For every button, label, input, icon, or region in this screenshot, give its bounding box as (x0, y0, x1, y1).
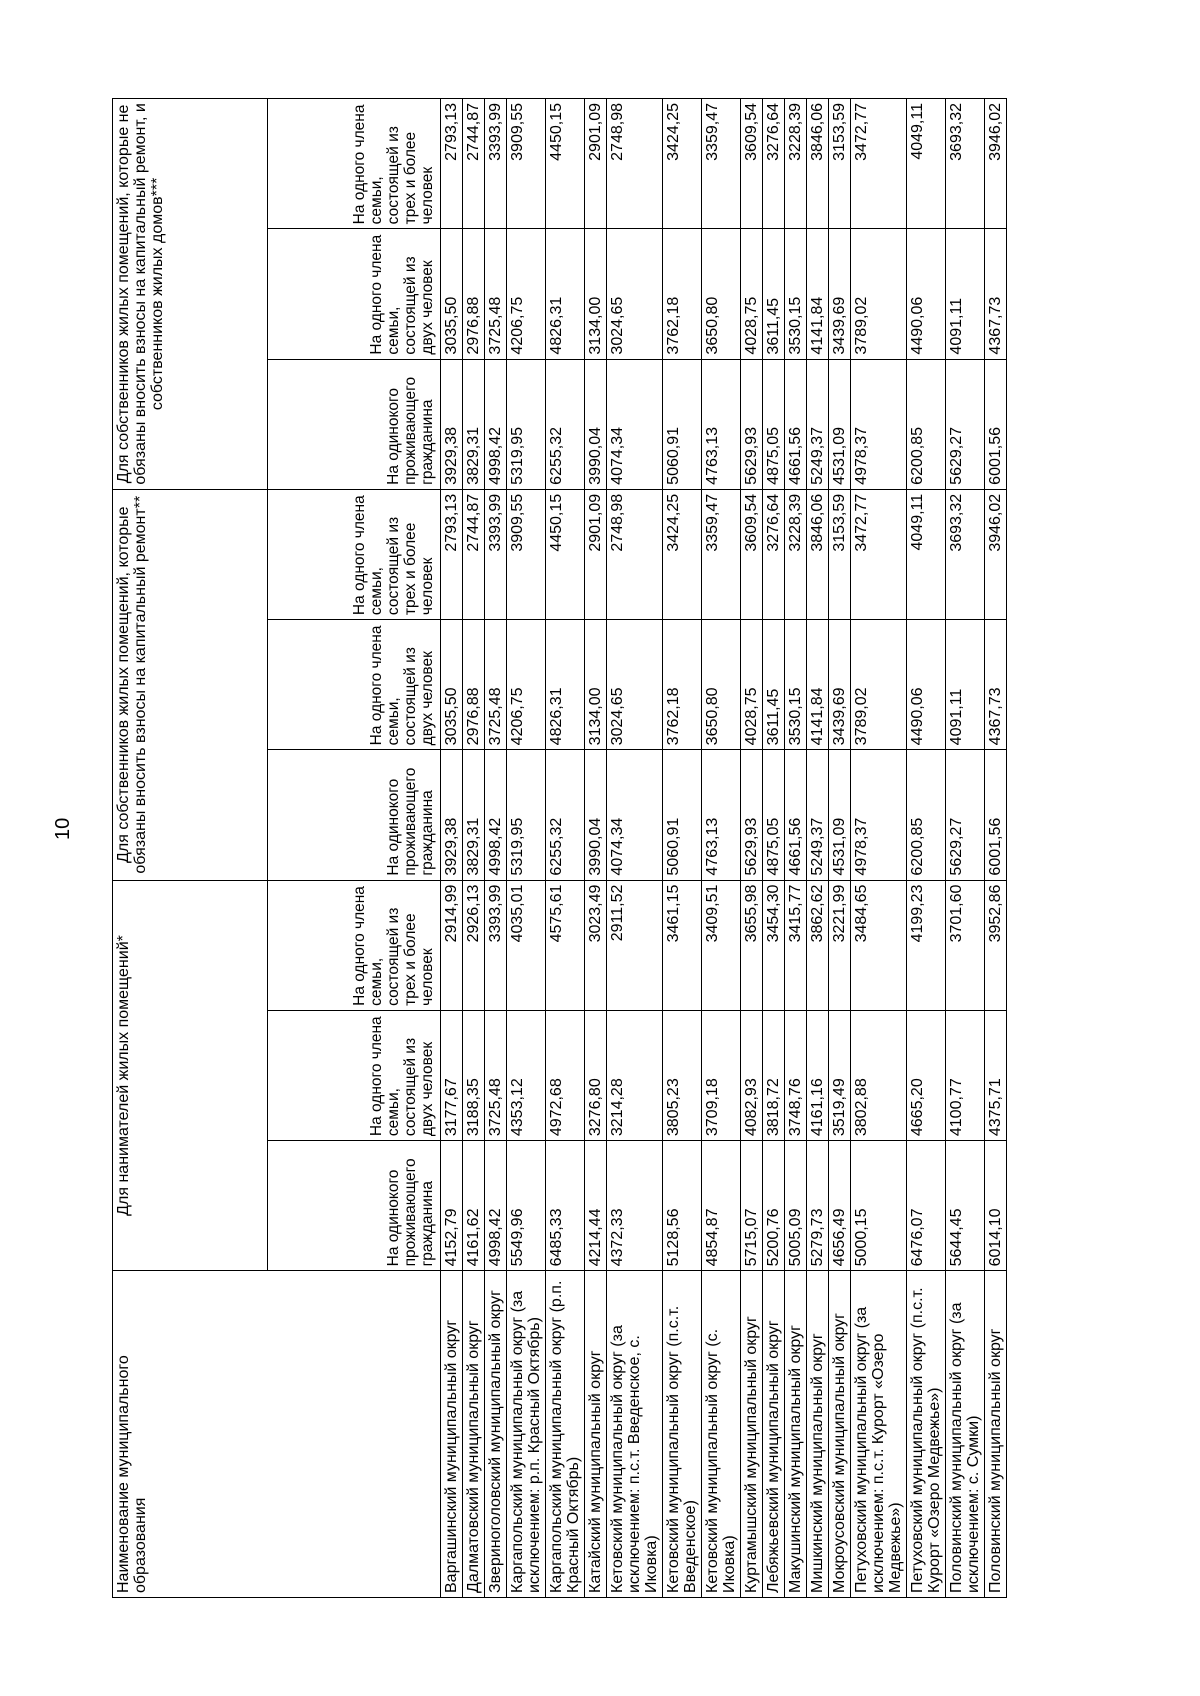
header-municipality: Наименование муниципального образования (113, 1271, 441, 1598)
value-cell: 3946,02 (985, 489, 1007, 619)
municipality-name: Каргапольский муниципальный округ (р.п. Красный Октябрь) (546, 1271, 585, 1598)
subheader-two-person: На одного члена семьи, состоящей из двух человек (268, 229, 441, 359)
value-cell: 4826,31 (546, 620, 585, 750)
municipality-name: Катайский муниципальный округ (585, 1271, 607, 1598)
value-cell: 3946,02 (985, 99, 1007, 229)
value-cell: 2911,52 (607, 880, 663, 1010)
value-cell: 4875,05 (763, 750, 785, 880)
value-cell: 3789,02 (851, 229, 907, 359)
value-cell: 4998,42 (485, 359, 507, 489)
value-cell: 3359,47 (702, 489, 741, 619)
value-cell: 3805,23 (663, 1010, 702, 1140)
value-cell: 5279,73 (807, 1141, 829, 1271)
value-cell: 3846,06 (807, 99, 829, 229)
value-cell: 3650,80 (702, 620, 741, 750)
value-cell: 6001,56 (985, 750, 1007, 880)
value-cell: 4998,42 (485, 1141, 507, 1271)
value-cell: 4199,23 (907, 880, 946, 1010)
value-cell: 4875,05 (763, 359, 785, 489)
value-cell: 4353,12 (507, 1010, 546, 1140)
value-cell: 3472,77 (851, 99, 907, 229)
value-cell: 3424,25 (663, 489, 702, 619)
value-cell: 3424,25 (663, 99, 702, 229)
table-row (463, 99, 485, 1598)
subheader-three-plus: На одного члена семьи, состоящей из трех и более человек (268, 880, 441, 1010)
value-cell: 3609,54 (741, 489, 763, 619)
value-cell: 3650,80 (702, 229, 741, 359)
value-cell: 2793,13 (441, 489, 463, 619)
value-cell: 4972,68 (546, 1010, 585, 1140)
value-cell: 4998,42 (485, 750, 507, 880)
municipality-name: Варгашинский муниципальный округ (441, 1271, 463, 1598)
municipality-name: Мокроусовский муниципальный округ (829, 1271, 851, 1598)
page-number: 10 (52, 817, 74, 840)
value-cell: 6014,10 (985, 1141, 1007, 1271)
value-cell: 5644,45 (946, 1141, 985, 1271)
subheader-two-person: На одного члена семьи, состоящей из двух человек (268, 1010, 441, 1140)
value-cell: 5629,93 (741, 750, 763, 880)
municipality-name: Кетовский муниципальный округ (за исключением: п.с.т. Введенское, с. Иковка) (607, 1271, 663, 1598)
value-cell: 3472,77 (851, 489, 907, 619)
value-cell: 4152,79 (441, 1141, 463, 1271)
value-cell: 6255,32 (546, 750, 585, 880)
table-container (112, 98, 1097, 1598)
value-cell: 3693,32 (946, 489, 985, 619)
value-cell: 6255,32 (546, 359, 585, 489)
value-cell: 5249,37 (807, 750, 829, 880)
value-cell: 3276,64 (763, 489, 785, 619)
table-row (985, 99, 1007, 1598)
value-cell: 3693,32 (946, 99, 985, 229)
value-cell: 4450,15 (546, 99, 585, 229)
municipality-name: Половинский муниципальный округ (за исключением: с. Сумки) (946, 1271, 985, 1598)
value-cell: 4091,11 (946, 229, 985, 359)
value-cell: 3454,30 (763, 880, 785, 1010)
value-cell: 2901,09 (585, 99, 607, 229)
value-cell: 3519,49 (829, 1010, 851, 1140)
value-cell: 3221,99 (829, 880, 851, 1010)
value-cell: 5060,91 (663, 750, 702, 880)
value-cell: 4214,44 (585, 1141, 607, 1271)
value-cell: 4656,49 (829, 1141, 851, 1271)
municipality-name: Петуховский муниципальный округ (п.с.т. Курорт «Озеро Медвежье») (907, 1271, 946, 1598)
value-cell: 3153,59 (829, 489, 851, 619)
value-cell: 2793,13 (441, 99, 463, 229)
value-cell: 5005,09 (785, 1141, 807, 1271)
value-cell: 6485,33 (546, 1141, 585, 1271)
value-cell: 3655,98 (741, 880, 763, 1010)
header-group-owners-obliged: Для собственников жилых помещений, которые обязаны вносить взносы на капитальный ремонт** (113, 489, 268, 880)
value-cell: 3990,04 (585, 359, 607, 489)
value-cell: 3024,65 (607, 620, 663, 750)
value-cell: 6200,85 (907, 750, 946, 880)
value-cell: 3701,60 (946, 880, 985, 1010)
value-cell: 3929,38 (441, 359, 463, 489)
table-row (829, 99, 851, 1598)
table-body (441, 99, 1007, 1598)
value-cell: 3177,67 (441, 1010, 463, 1140)
value-cell: 6001,56 (985, 359, 1007, 489)
value-cell: 4091,11 (946, 620, 985, 750)
municipality-name: Макушинский муниципальный округ (785, 1271, 807, 1598)
value-cell: 3276,64 (763, 99, 785, 229)
value-cell: 3461,15 (663, 880, 702, 1010)
value-cell: 3530,15 (785, 620, 807, 750)
municipality-name: Далматовский муниципальный округ (463, 1271, 485, 1598)
value-cell: 5629,27 (946, 359, 985, 489)
value-cell: 3802,88 (851, 1010, 907, 1140)
municipality-name: Половинский муниципальный округ (985, 1271, 1007, 1598)
value-cell: 4074,34 (607, 359, 663, 489)
header-group-owners-not-obliged: Для собственников жилых помещений, которые не обязаны вносить взносы на капитальный ремонт, и собственников жилых домов*** (113, 99, 268, 490)
value-cell: 3153,59 (829, 99, 851, 229)
value-cell: 4028,75 (741, 620, 763, 750)
value-cell: 4161,16 (807, 1010, 829, 1140)
value-cell: 4028,75 (741, 229, 763, 359)
value-cell: 4074,34 (607, 750, 663, 880)
municipality-name: Каргапольский муниципальный округ (за исключением: р.п. Красный Октябрь) (507, 1271, 546, 1598)
value-cell: 5200,76 (763, 1141, 785, 1271)
value-cell: 3024,65 (607, 229, 663, 359)
value-cell: 4531,09 (829, 359, 851, 489)
value-cell: 4763,13 (702, 359, 741, 489)
value-cell: 4141,84 (807, 620, 829, 750)
value-cell: 5060,91 (663, 359, 702, 489)
value-cell: 4375,71 (985, 1010, 1007, 1140)
value-cell: 3929,38 (441, 750, 463, 880)
value-cell: 3228,39 (785, 99, 807, 229)
value-cell: 4049,11 (907, 489, 946, 619)
value-cell: 3725,48 (485, 620, 507, 750)
subheader-three-plus: На одного члена семьи, состоящей из трех и более человек (268, 489, 441, 619)
value-cell: 3393,99 (485, 489, 507, 619)
municipality-name: Куртамышский муниципальный округ (741, 1271, 763, 1598)
value-cell: 3359,47 (702, 99, 741, 229)
value-cell: 2976,88 (463, 620, 485, 750)
table-row (507, 99, 546, 1598)
municipality-name: Мишкинский муниципальный округ (807, 1271, 829, 1598)
table-row (807, 99, 829, 1598)
value-cell: 5629,27 (946, 750, 985, 880)
value-cell: 3762,18 (663, 620, 702, 750)
value-cell: 4141,84 (807, 229, 829, 359)
value-cell: 3829,31 (463, 750, 485, 880)
subheader-three-plus: На одного члена семьи, состоящей из трех и более человек (268, 99, 441, 229)
value-cell: 5629,93 (741, 359, 763, 489)
value-cell: 4854,87 (702, 1141, 741, 1271)
municipality-name: Кетовский муниципальный округ (п.с.т. Введенское) (663, 1271, 702, 1598)
value-cell: 3829,31 (463, 359, 485, 489)
subsistence-table (112, 98, 1007, 1598)
value-cell: 3609,54 (741, 99, 763, 229)
value-cell: 2914,99 (441, 880, 463, 1010)
value-cell: 4490,06 (907, 229, 946, 359)
value-cell: 3748,76 (785, 1010, 807, 1140)
value-cell: 4082,93 (741, 1010, 763, 1140)
value-cell: 5249,37 (807, 359, 829, 489)
value-cell: 3134,00 (585, 229, 607, 359)
value-cell: 3846,06 (807, 489, 829, 619)
value-cell: 4978,37 (851, 750, 907, 880)
value-cell: 3952,86 (985, 880, 1007, 1010)
value-cell: 2926,13 (463, 880, 485, 1010)
value-cell: 3725,48 (485, 1010, 507, 1140)
value-cell: 3134,00 (585, 620, 607, 750)
value-cell: 3725,48 (485, 229, 507, 359)
value-cell: 3214,28 (607, 1010, 663, 1140)
table-row (441, 99, 463, 1598)
value-cell: 4450,15 (546, 489, 585, 619)
value-cell: 3530,15 (785, 229, 807, 359)
value-cell: 5128,56 (663, 1141, 702, 1271)
value-cell: 5715,07 (741, 1141, 763, 1271)
table-row (946, 99, 985, 1598)
header-group-tenants: Для нанимателей жилых помещений* (113, 880, 268, 1271)
municipality-name: Петуховский муниципальный округ (за исключением: п.с.т. Курорт «Озеро Медвежье») (851, 1271, 907, 1598)
value-cell: 4763,13 (702, 750, 741, 880)
value-cell: 3393,99 (485, 880, 507, 1010)
value-cell: 4100,77 (946, 1010, 985, 1140)
value-cell: 4367,73 (985, 229, 1007, 359)
value-cell: 3709,18 (702, 1010, 741, 1140)
value-cell: 2744,87 (463, 99, 485, 229)
value-cell: 4367,73 (985, 620, 1007, 750)
table-row (663, 99, 702, 1598)
table-row (585, 99, 607, 1598)
value-cell: 3762,18 (663, 229, 702, 359)
value-cell: 4161,62 (463, 1141, 485, 1271)
value-cell: 3228,39 (785, 489, 807, 619)
subheader-two-person: На одного члена семьи, состоящей из двух человек (268, 620, 441, 750)
subheader-single: На одинокого проживающего гражданина (268, 1141, 441, 1271)
value-cell: 3909,55 (507, 99, 546, 229)
value-cell: 5549,96 (507, 1141, 546, 1271)
value-cell: 4049,11 (907, 99, 946, 229)
municipality-name: Кетовский муниципальный округ (с. Иковка) (702, 1271, 741, 1598)
value-cell: 3439,69 (829, 229, 851, 359)
value-cell: 5319,95 (507, 750, 546, 880)
municipality-name: Звериноголовский муниципальный округ (485, 1271, 507, 1598)
value-cell: 3990,04 (585, 750, 607, 880)
value-cell: 4372,33 (607, 1141, 663, 1271)
value-cell: 4826,31 (546, 229, 585, 359)
table-row (907, 99, 946, 1598)
value-cell: 3035,50 (441, 620, 463, 750)
value-cell: 4661,56 (785, 359, 807, 489)
subheader-single: На одинокого проживающего гражданина (268, 359, 441, 489)
value-cell: 4206,75 (507, 620, 546, 750)
table-row (741, 99, 763, 1598)
value-cell: 3023,49 (585, 880, 607, 1010)
municipality-name: Лебяжьевский муниципальный округ (763, 1271, 785, 1598)
value-cell: 3188,35 (463, 1010, 485, 1140)
value-cell: 4661,56 (785, 750, 807, 880)
value-cell: 3409,51 (702, 880, 741, 1010)
value-cell: 3415,77 (785, 880, 807, 1010)
value-cell: 4978,37 (851, 359, 907, 489)
value-cell: 5000,15 (851, 1141, 907, 1271)
table-row (485, 99, 507, 1598)
table-row (546, 99, 585, 1598)
value-cell: 6476,07 (907, 1141, 946, 1271)
value-cell: 5319,95 (507, 359, 546, 489)
subheader-single: На одинокого проживающего гражданина (268, 750, 441, 880)
value-cell: 3611,45 (763, 620, 785, 750)
value-cell: 2744,87 (463, 489, 485, 619)
value-cell: 2901,09 (585, 489, 607, 619)
value-cell: 2748,98 (607, 99, 663, 229)
value-cell: 3611,45 (763, 229, 785, 359)
value-cell: 3484,65 (851, 880, 907, 1010)
table-row (607, 99, 663, 1598)
value-cell: 4575,61 (546, 880, 585, 1010)
value-cell: 3035,50 (441, 229, 463, 359)
value-cell: 3439,69 (829, 620, 851, 750)
value-cell: 6200,85 (907, 359, 946, 489)
table-row (785, 99, 807, 1598)
value-cell: 3862,62 (807, 880, 829, 1010)
value-cell: 4035,01 (507, 880, 546, 1010)
value-cell: 3789,02 (851, 620, 907, 750)
table-row (763, 99, 785, 1598)
value-cell: 3909,55 (507, 489, 546, 619)
value-cell: 3393,99 (485, 99, 507, 229)
value-cell: 3818,72 (763, 1010, 785, 1140)
value-cell: 2748,98 (607, 489, 663, 619)
value-cell: 4490,06 (907, 620, 946, 750)
value-cell: 4206,75 (507, 229, 546, 359)
value-cell: 4665,20 (907, 1010, 946, 1140)
table-row (851, 99, 907, 1598)
value-cell: 4531,09 (829, 750, 851, 880)
table-row (702, 99, 741, 1598)
value-cell: 2976,88 (463, 229, 485, 359)
value-cell: 3276,80 (585, 1010, 607, 1140)
